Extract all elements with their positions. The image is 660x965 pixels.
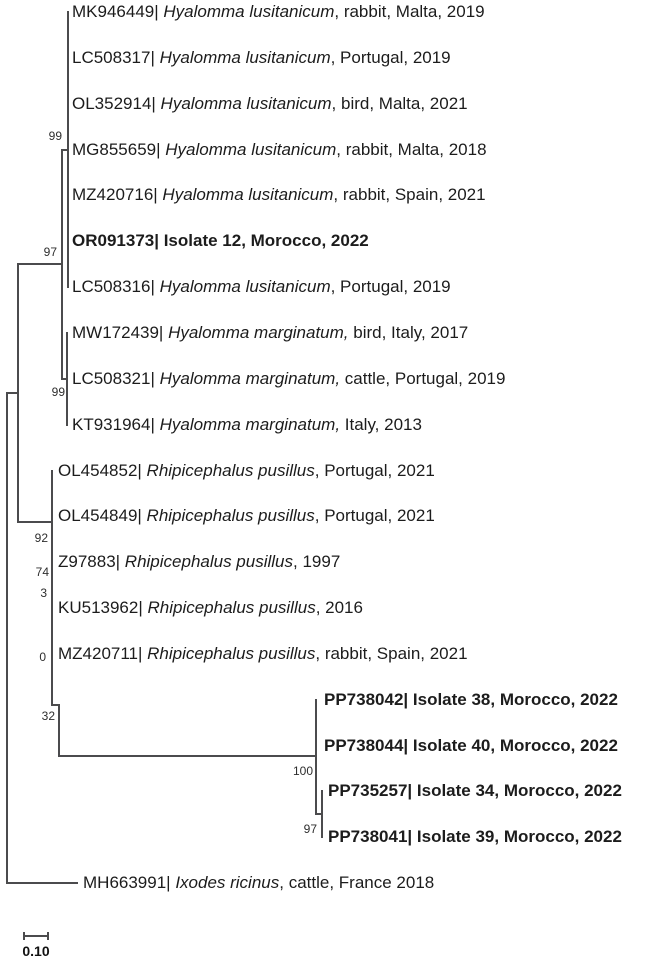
taxon-label [72, 416, 422, 433]
taxon-text: OL454849| [58, 506, 147, 526]
scale-bar-label: 0.10 [22, 943, 50, 959]
taxon-text: KU513962| [58, 598, 148, 618]
taxon-text: PP735257| Isolate 34, Morocco, 2022 [328, 781, 622, 801]
species-name: Hyalomma lusitanicum [160, 94, 332, 114]
taxon-text: MH663991| [83, 873, 176, 893]
taxon-label [58, 645, 468, 662]
taxon-text: MZ420716| [72, 185, 163, 205]
support-value: 74 [35, 565, 49, 579]
support-value: 3 [40, 586, 47, 600]
species-name: Hyalomma lusitanicum [159, 277, 331, 297]
support-value: 97 [43, 245, 57, 259]
taxon-label [72, 49, 451, 66]
branch-line-horizontal [6, 882, 78, 884]
taxon-text: OL352914| [72, 94, 161, 114]
taxon-label [324, 691, 618, 708]
taxon-label [58, 462, 435, 479]
taxon-text: Italy, 2013 [340, 415, 422, 435]
scale-bar-tick-left [23, 932, 25, 940]
species-name: Hyalomma marginatum, [159, 369, 341, 389]
branch-line-horizontal [315, 813, 323, 815]
taxon-text: , Portugal, 2019 [330, 48, 451, 68]
taxon-label [72, 370, 505, 387]
branch-line-horizontal [17, 263, 63, 265]
taxon-text: MZ420711| [58, 644, 148, 664]
species-name: Hyalomma lusitanicum [165, 140, 337, 160]
species-name: Hyalomma lusitanicum [159, 48, 331, 68]
taxon-label [58, 599, 363, 616]
taxon-text: bird, Italy, 2017 [348, 323, 469, 343]
branch-line-vertical [315, 699, 317, 815]
taxon-text: , 2016 [315, 598, 363, 618]
taxon-label [72, 186, 486, 203]
support-value: 92 [34, 531, 48, 545]
taxon-label [58, 507, 435, 524]
species-name: Rhipicephalus pusillus [147, 644, 316, 664]
branch-line-horizontal [6, 392, 19, 394]
taxon-label [72, 3, 485, 20]
species-name: Rhipicephalus pusillus [146, 461, 315, 481]
scale-bar-line [24, 935, 48, 937]
scale-bar-tick-right [47, 932, 49, 940]
taxon-text: , bird, Malta, 2021 [331, 94, 468, 114]
taxon-text: OL454852| [58, 461, 147, 481]
taxon-text: PP738044| Isolate 40, Morocco, 2022 [324, 736, 618, 756]
support-value: 99 [51, 385, 65, 399]
taxon-text: OR091373| Isolate 12, Morocco, 2022 [72, 231, 369, 251]
branch-line-vertical [6, 392, 8, 884]
taxon-label [328, 828, 622, 845]
taxon-text: Z97883| [58, 552, 125, 572]
taxon-text: PP738042| Isolate 38, Morocco, 2022 [324, 690, 618, 710]
taxon-text: LC508316| [72, 277, 160, 297]
taxon-label [328, 782, 622, 799]
taxon-text: , rabbit, Malta, 2019 [334, 2, 485, 22]
species-name: Hyalomma marginatum, [168, 323, 349, 343]
support-value: 99 [48, 129, 62, 143]
taxon-text: , rabbit, Malta, 2018 [336, 140, 487, 160]
branch-line-horizontal [17, 521, 53, 523]
taxon-text: MK946449| [72, 2, 164, 22]
support-value: 32 [41, 709, 55, 723]
species-name: Hyalomma lusitanicum [163, 2, 335, 22]
branch-line-horizontal [51, 704, 60, 706]
taxon-label [324, 737, 618, 754]
branch-line-horizontal [61, 378, 68, 380]
taxon-text: LC508317| [72, 48, 160, 68]
taxon-label [83, 874, 434, 891]
taxon-text: KT931964| [72, 415, 160, 435]
branch-line-horizontal [58, 755, 317, 757]
support-value: 0 [39, 650, 46, 664]
species-name: Rhipicephalus pusillus [147, 598, 316, 618]
taxon-text: , 1997 [293, 552, 341, 572]
species-name: Rhipicephalus pusillus [146, 506, 315, 526]
taxon-label [72, 95, 468, 112]
taxon-text: , Portugal, 2021 [314, 506, 435, 526]
branch-line-horizontal [61, 149, 69, 151]
taxon-label [58, 553, 340, 570]
taxon-text: MW172439| [72, 323, 169, 343]
species-name: Rhipicephalus pusillus [124, 552, 294, 572]
taxon-text: , rabbit, Spain, 2021 [333, 185, 486, 205]
taxon-label [72, 324, 468, 341]
species-name: Hyalomma lusitanicum [162, 185, 334, 205]
taxon-label [72, 141, 487, 158]
species-name: Hyalomma marginatum, [159, 415, 341, 435]
branch-line-vertical [51, 470, 53, 706]
support-value: 100 [292, 764, 313, 778]
taxon-label [72, 232, 369, 249]
taxon-text: , Portugal, 2019 [330, 277, 451, 297]
taxon-text: MG855659| [72, 140, 166, 160]
taxon-text: , cattle, France 2018 [279, 873, 435, 893]
support-value: 97 [303, 822, 317, 836]
species-name: Ixodes ricinus [175, 873, 280, 893]
taxon-text: , rabbit, Spain, 2021 [315, 644, 468, 664]
taxon-label [72, 278, 451, 295]
taxon-text: , Portugal, 2021 [314, 461, 435, 481]
branch-line-vertical [58, 704, 60, 757]
taxon-text: LC508321| [72, 369, 160, 389]
taxon-text: PP738041| Isolate 39, Morocco, 2022 [328, 827, 622, 847]
taxon-text: cattle, Portugal, 2019 [340, 369, 506, 389]
